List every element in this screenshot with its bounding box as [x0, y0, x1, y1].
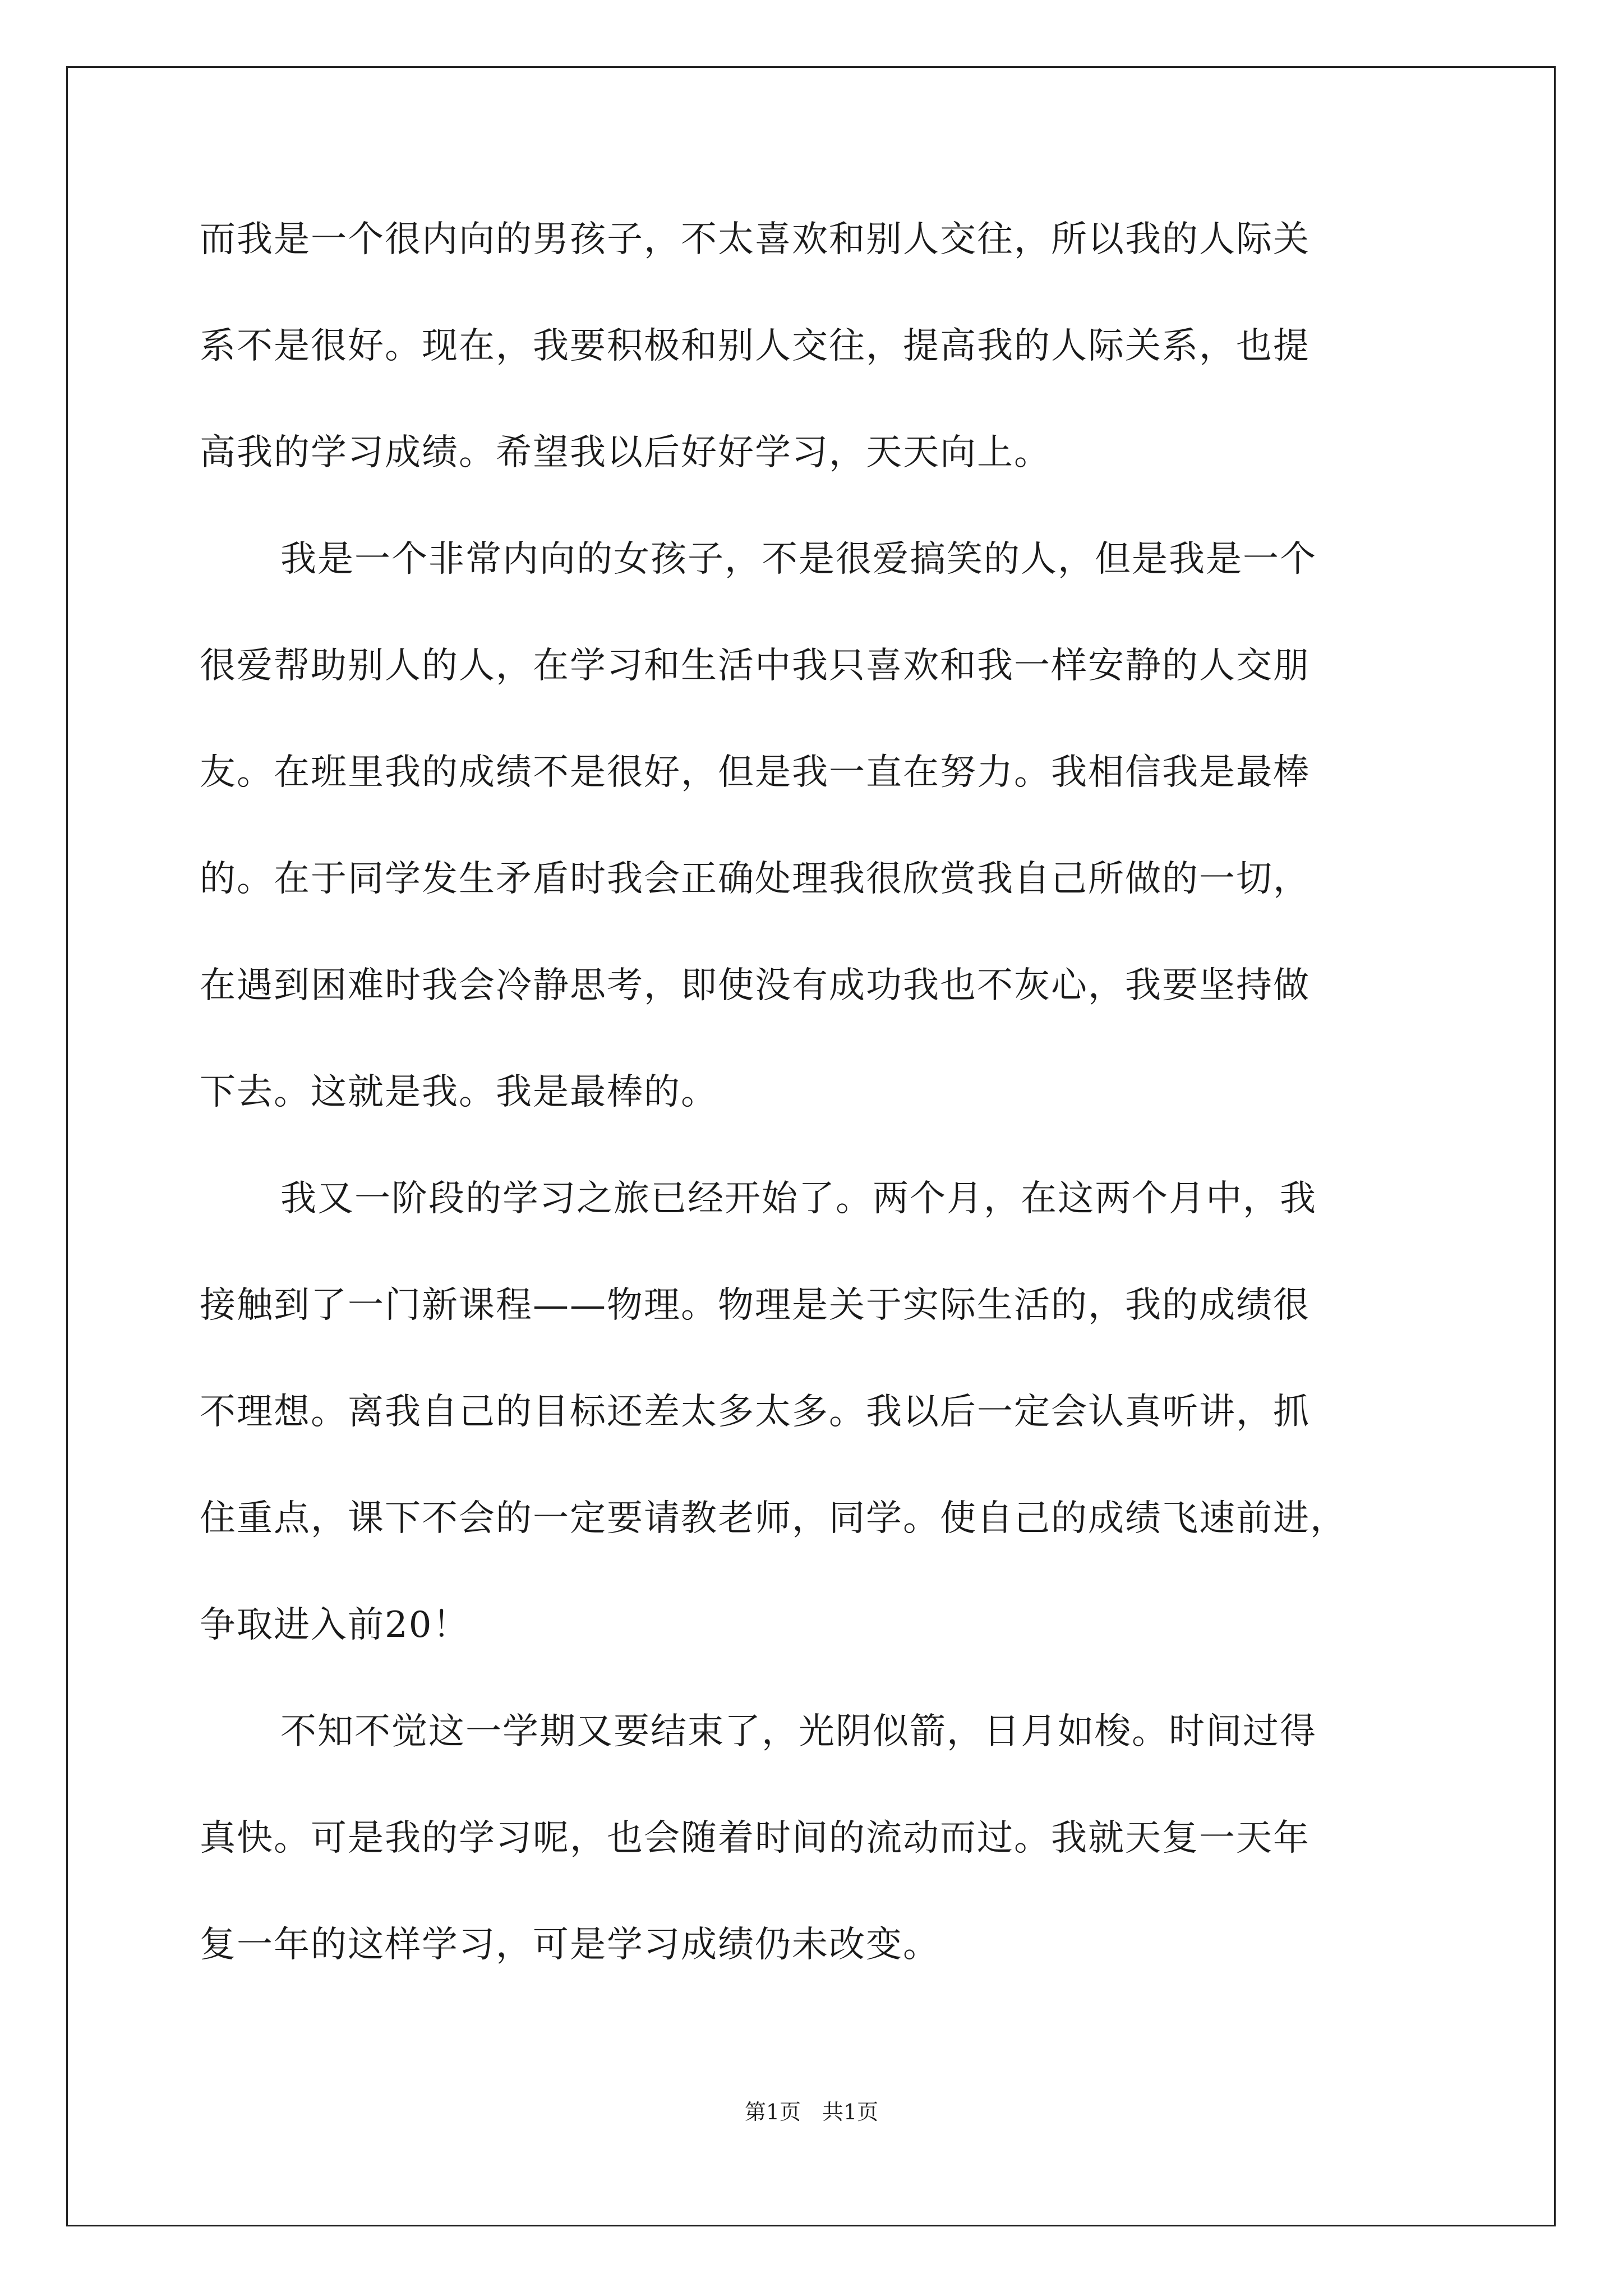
text-line: 我又一阶段的学习之旅已经开始了。两个月，在这两个月中，我: [280, 1178, 1317, 1220]
text-line: 很爱帮助别人的人，在学习和生活中我只喜欢和我一样安静的人交朋: [200, 645, 1310, 687]
text-line: 复一年的这样学习，可是学习成绩仍未改变。: [200, 1924, 940, 1966]
text-line: 在遇到困难时我会冷静思考，即使没有成功我也不灰心，我要坚持做: [200, 965, 1310, 1006]
text-line: 我是一个非常内向的女孩子，不是很爱搞笑的人，但是我是一个: [280, 539, 1317, 580]
text-line: 住重点，课下不会的一定要请教老师，同学。使自己的成绩飞速前进，: [200, 1498, 1347, 1539]
text-line: 友。在班里我的成绩不是很好，但是我一直在努力。我相信我是最棒: [200, 752, 1310, 793]
text-line: 下去。这就是我。我是最棒的。: [200, 1071, 718, 1113]
text-line: 接触到了一门新课程——物理。物理是关于实际生活的，我的成绩很: [200, 1285, 1310, 1326]
paragraph-2: [200, 533, 1467, 1119]
text-line: 系不是很好。现在，我要积极和别人交往，提高我的人际关系，也提: [200, 325, 1310, 367]
paragraph-1: [200, 213, 1467, 480]
text-line: 而我是一个很内向的男孩子，不太喜欢和别人交往，所以我的人际关: [200, 219, 1310, 260]
text-line: 的。在于同学发生矛盾时我会正确处理我很欣赏我自己所做的一切，: [200, 858, 1310, 900]
text-line: 不理想。离我自己的目标还差太多太多。我以后一定会认真听讲，抓: [200, 1391, 1310, 1433]
paragraph-4: [200, 1705, 1467, 1972]
text-line: 高我的学习成绩。希望我以后好好学习，天天向上。: [200, 432, 1051, 473]
page-number-footer: 第1页 共1页: [744, 2100, 879, 2124]
text-line: 真快。可是我的学习呢，也会随着时间的流动而过。我就天复一天年: [200, 1818, 1310, 1859]
document-body: [200, 213, 1467, 2025]
paragraph-3: [200, 1172, 1467, 1652]
text-line: 争取进入前20！: [200, 1604, 470, 1646]
text-line: 不知不觉这一学期又要结束了，光阴似箭，日月如梭。时间过得: [280, 1711, 1317, 1752]
